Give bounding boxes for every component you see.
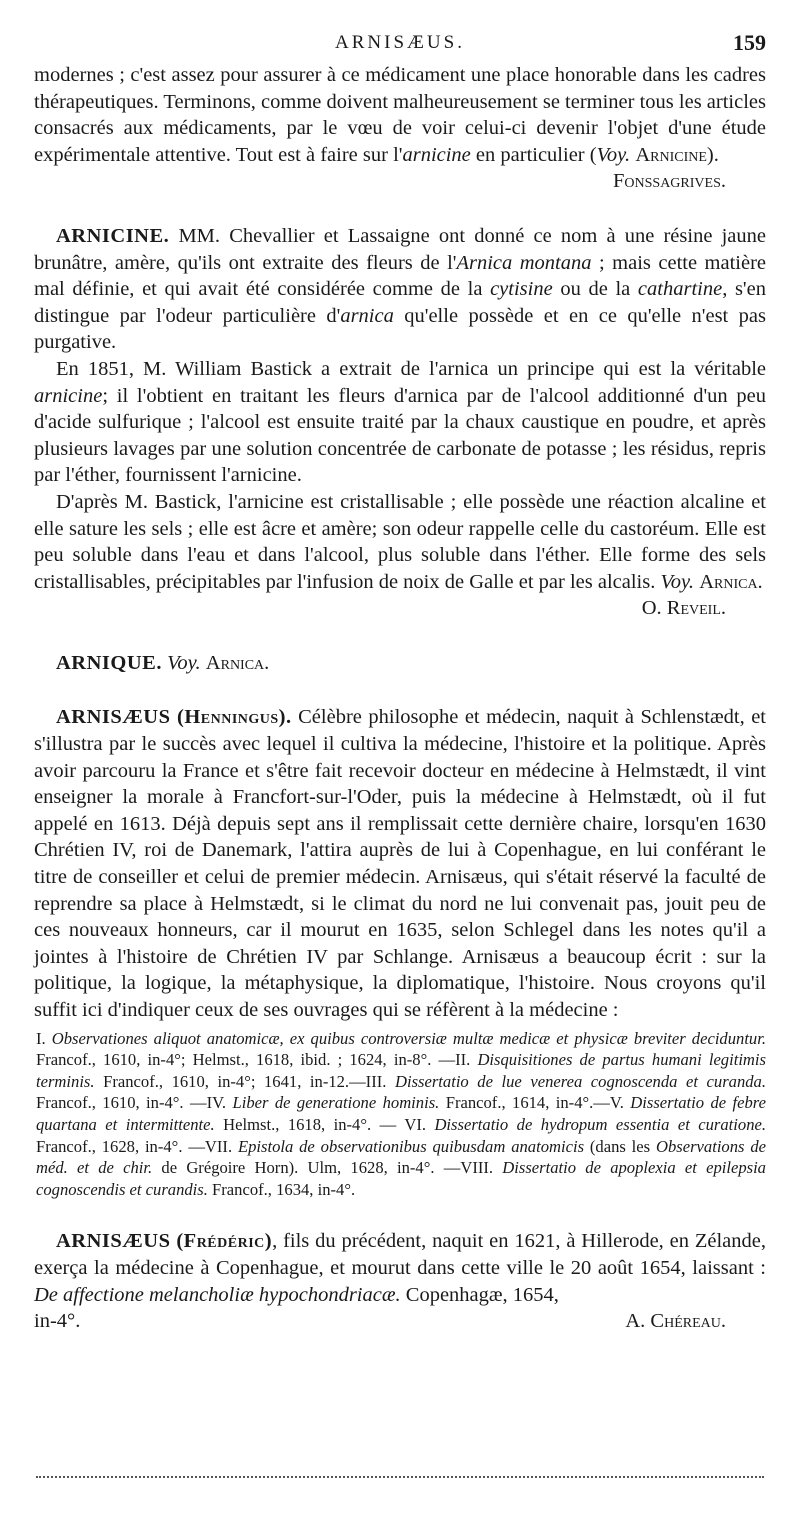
signature-line — [34, 168, 766, 195]
headword: ARNISÆUS — [56, 706, 171, 729]
signature-line — [34, 595, 766, 622]
page-number: 159 — [733, 30, 766, 55]
entry-arnisaeus-frederic: ARNISÆUS (Frédéric), fils du précédent, naquit en 1621, à Hillerode, en Zélande, exerça la médecine à Copenhague, et mourut dans cette ville le 20 août 1654, laissant : De affectione melancholiæ hypochondriacæ. Copenhagæ, 1654, in-4°. A. Chéreau. — [34, 1228, 766, 1334]
paragraph-arnica-end: modernes ; c'est assez pour assurer à ce médicament une place honorable dans les cadres thérapeutiques. Terminons, comme doivent malheureusement se terminer tous les articles consacrés aux médicaments, par le vœu de voir celui-ci devenir l'objet d'une étude expérimentale attentive. Tout est à faire sur l'arnicine en particulier (Voy. Arnicine). — [34, 64, 766, 166]
entry-arnique: ARNIQUE. Voy. Arnica. — [56, 651, 270, 674]
entry-arnisaeus-henningus: ARNISÆUS (Henningus). Célèbre philosophe et médecin, naquit à Schlenstædt, et s'illustra par le succès avec lequel il cultiva la médecine, l'histoire et la politique. Après avoir parcouru la France et s'être fait recevoir docteur en médecine à Helmstædt, il vint enseigner la morale à Francfort-sur-l'Oder, puis la médecine à Helmstædt, où il fut appelé en 1613. Déjà depuis sept ans il remplissait cette dernière chaire, lorsqu'en 1630 Chrétien IV, roi de Danemark, l'attira auprès de lui à Copenhague, en lui conférant le titre de conseiller et celui de premier médecin. Arnisæus, qui s'était réservé la faculté de reprendre sa place à Helmstædt, si le climat du nord ne lui convenait pas, jouit peu de ces nouveaux honneurs, car il mourut en 1635, selon Schlegel dans les notes qu'il a jointes à l'histoire de Chrétien IV par Schlange. Arnisæus a beaucoup écrit : sur la politique, la logique, la métaphysique, la diplomatique, l'histoire. Nous croyons qu'il suffit ici d'indiquer ceux de ses ouvrages qui se réfèrent à la médecine : I. Observationes aliquot anatomicæ, ex quibus controversiæ multæ medicæ et physicæ breviter deciduntur. Francof., 1610, in-4°; Helmst., 1618, ibid. ; 1624, in-8°. —II. Disquisitiones de partus humani legitimis terminis. Francof., 1610, in-4°; 1641, in-12.—III. Dissertatio de lue venerea cognoscenda et curanda. Francof., 1610, in-4°. —IV. Liber de generatione hominis. Francof., 1614, in-4°.—V. Dissertatio de febre quartana et intermittente. Helmst., 1618, in-4°. — VI. Dissertatio de hydropum essentia et curatione. Francof., 1628, in-4°. —VII. Epistola de observationibus quibusdam anatomicis (dans les Observations de méd. et de chir. de Grégoire Horn). Ulm, 1628, in-4°. —VIII. Dissertatio de apoplexia et epilepsia cognoscendis et curandis. Francof., 1634, in-4°. — [34, 706, 767, 1199]
entry-arnicine: ARNICINE. MM. Chevallier et Lassaigne ont donné ce nom à une résine jaune brunâtre, amère, qu'ils ont extraite des fleurs de l'Arnica montana ; mais cette matière mal définie, et qui avait été considérée comme de la cytisine ou de la cathartine, s'en distingue par l'odeur particulière d'arnica qu'elle possède et en ce qu'elle n'est pas purgative. En 1851, M. William Bastick a extrait de l'arnica un principe qui est la véritable arnicine; il l'obtient en traitant les fleurs d'arnica par de l'alcool additionné d'un peu d'acide sulfurique ; l'alcool est ensuite traité par la chaux caustique en poudre, et après plusieurs lavages par une solution concentrée de carbonate de potasse ; les résidus, repris par l'éther, fournissent l'arnicine. D'après M. Bastick, l'arnicine est cristallisable ; elle possède une réaction alcaline et elle sature les sels ; elle est âcre et amère; son odeur rappelle celle du castoréum. Elle est peu soluble dans l'eau et dans l'alcool, plus soluble dans l'éther. Elle forme des sels cristallisables, précipitables par l'infusion de noix de Galle et par les alcalis. Voy. Arnica. O. Reveil. — [34, 223, 766, 622]
bibliography: I. Observationes aliquot anatomicæ, ex quibus controversiæ multæ medicæ et physicæ breviter deciduntur. Francof., 1610, in-4°; Helmst., 1618, ibid. ; 1624, in-8°. —II. Disquisitiones de partus humani legitimis terminis. Francof., 1610, in-4°; 1641, in-12.—III. Dissertatio de lue venerea cognoscenda et curanda. Francof., 1610, in-4°. —IV. Liber de generatione hominis. Francof., 1614, in-4°.—V. Dissertatio de febre quartana et intermittente. Helmst., 1618, in-4°. — VI. Dissertatio de hydropum essentia et curatione. Francof., 1628, in-4°. —VII. Epistola de observationibus quibusdam anatomicis (dans les Observations de méd. et de chir. de Grégoire Horn). Ulm, 1628, in-4°. —VIII. Dissertatio de apoplexia et epilepsia cognoscendis et curandis. Francof., 1634, in-4°. — [36, 1028, 767, 1199]
author-signature: Fonssagrives. — [613, 170, 726, 193]
footer-dotted-rule — [36, 1476, 764, 1478]
paragraph: D'après M. Bastick, l'arnicine est cristallisable ; elle possède une réaction alcaline et elle sature les sels ; elle est âcre et amère; son odeur rappelle celle du castoréum. Elle est peu soluble dans l'eau et dans l'alcool, plus soluble dans l'éther. Elle forme des sels cristallisables, précipitables par l'infusion de noix de Galle et par les alcalis. Voy. Arnica. — [34, 490, 766, 593]
signature-line: in-4°. A. Chéreau. — [34, 1308, 766, 1335]
headword: ARNISÆUS — [56, 1230, 171, 1253]
article-body — [34, 62, 766, 1335]
headword: ARNICINE. — [56, 224, 170, 247]
headword: ARNIQUE. — [56, 651, 162, 674]
author-signature: A. Chéreau. — [625, 1310, 726, 1333]
paragraph: En 1851, M. William Bastick a extrait de l'arnica un principe qui est la véritable arnicine; il l'obtient en traitant les fleurs d'arnica par de l'alcool additionné d'un peu d'acide sulfurique ; l'alcool est ensuite traité par la chaux caustique en poudre, et après plusieurs lavages par une solution concentrée de carbonate de potasse ; les résidus, repris par l'éther, fournissent l'arnicine. — [34, 357, 766, 487]
running-head — [34, 28, 766, 62]
running-head-title: ARNISÆUS. — [335, 32, 465, 53]
author-signature: O. Reveil. — [641, 597, 726, 620]
